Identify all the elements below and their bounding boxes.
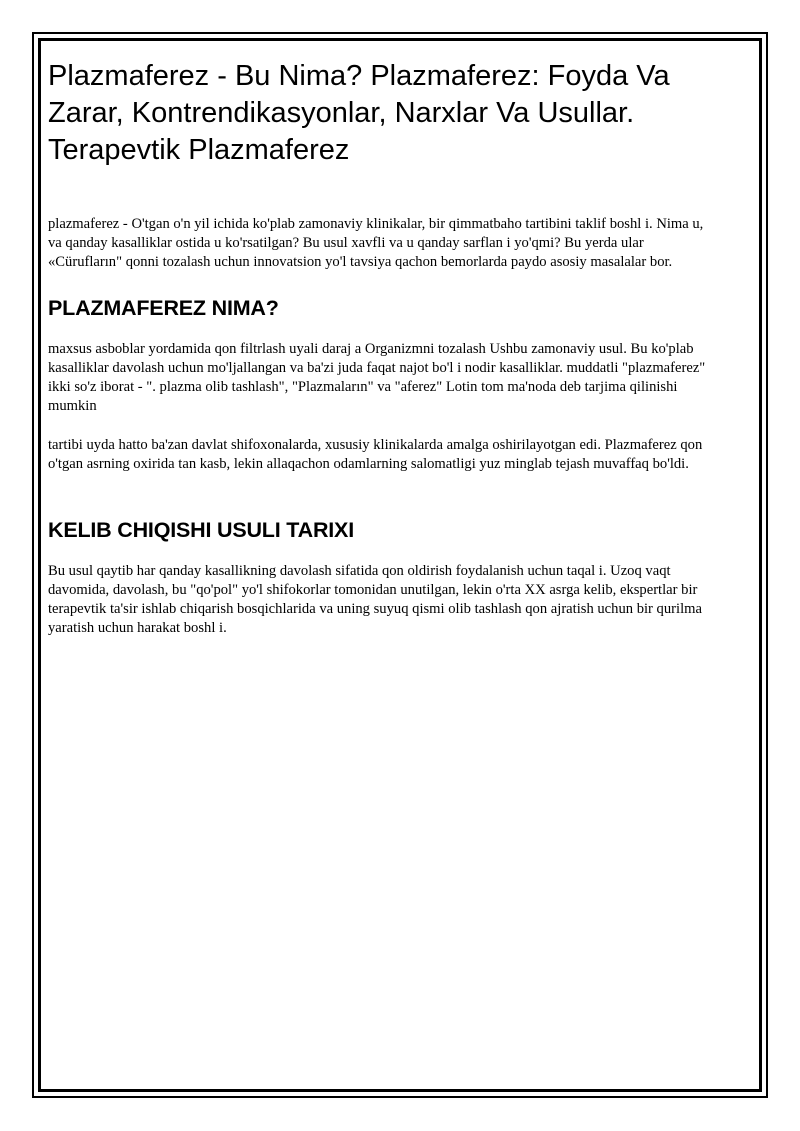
document-body xyxy=(48,58,718,658)
page-title: Plazmaferez - Bu Nima? Plazmaferez: Foyda Va Zarar, Kontrendikasyonlar, Narxlar Va Usullar. Terapevtik Plazmaferez xyxy=(48,60,670,166)
section-paragraph: Bu usul qaytib har qanday kasallikning davolash sifatida qon oldirish foydalanish uchun taqal i. Uzoq vaqt davomida, davolash, bu "qo'pol" yo'l shifokorlar tomonidan unutilgan, lekin o'rta XX asrga kelib, ekspertlar bir terapevtik ta'sir ishlab chiqarish bosqichlarida va uning suyuq qismi olib tashlash qon ajratish uchun bir qurilma yaratish uchun harakat boshl i. xyxy=(48,563,702,636)
section-heading-plazmaferez-nima: PLAZMAFEREZ NIMA? xyxy=(48,296,279,320)
section-paragraph: maxsus asboblar yordamida qon filtrlash uyali daraj a Organizmni tozalash Ushbu zamonaviy usul. Bu ko'plab kasalliklar davolash uchun mo'ljallangan va ba'zi juda faqat najot bo'l i nodir kasalliklar. muddatli "plazmaferez" ikki so'z iborat - ". plazma olib tashlash", "Plazmaların" va "aferez" Lotin tom ma'noda deb tarjima qilinishi mumkin xyxy=(48,341,706,414)
section-paragraph: tartibi uyda hatto ba'zan davlat shifoxonalarda, xususiy klinikalarda amalga oshirilayotgan edi. Plazmaferez qon o'tgan asrning oxirida tan kasb, lekin allaqachon odamlarning salomatligi yuz minglab tejash muvaffaq bo'ldi. xyxy=(48,437,703,472)
section-heading-kelib-chiqishi: KELIB CHIQISHI USULI TARIXI xyxy=(48,518,354,542)
intro-paragraph: plazmaferez - O'tgan o'n yil ichida ko'plab zamonaviy klinikalar, bir qimmatbaho tartibini taklif boshl i. Nima u, va qanday kasalliklar ostida u ko'rsatilgan? Bu usul xavfli va u qanday sarflan i yo'qmi? Bu yerda ular «Cürufların" qonni tozalash uchun innovatsion yo'l tavsiya qachon bemorlarda paydo asosiy masalalar bor. xyxy=(48,216,704,270)
